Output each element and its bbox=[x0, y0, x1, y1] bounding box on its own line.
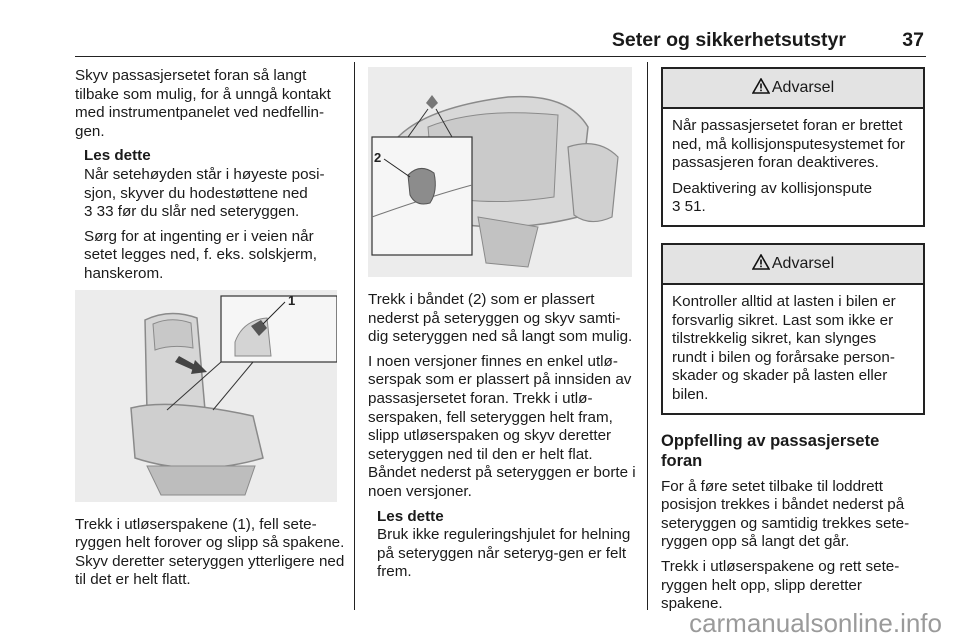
seatback-strap-illustration bbox=[368, 67, 632, 277]
warning-triangle-icon bbox=[752, 71, 770, 109]
column-divider-2 bbox=[647, 62, 648, 610]
note-heading-2: Les dette bbox=[377, 507, 444, 525]
warning-title-2: Advarsel bbox=[771, 254, 835, 272]
page-title: Seter og sikkerhetsutstyr bbox=[611, 29, 846, 51]
page-number: 37 bbox=[902, 29, 924, 51]
watermark: carmanualsonline.info bbox=[689, 608, 942, 638]
column-3 bbox=[661, 67, 925, 620]
single-lever-instructions: I noen versjoner finnes en enkel utlø-serspak som er plassert på innsiden av passasjersetet foran. Trekk i utlø-serspaken, fell seteryggen helt fram, slipp utløserspaken og skyv deretter seteryggen ned til den er helt flat. Båndet nederst på seteryggen er borte i noen versjoner. bbox=[368, 352, 636, 500]
warning-triangle-icon bbox=[752, 247, 770, 285]
warning-text-2: Kontroller alltid at lasten i bilen er forsvarlig sikret. Last som ikke er tilstrekkelig sikret, kan slynges rundt i bilen og forårsake person-skader og skader på lasten eller bilen. bbox=[672, 292, 896, 403]
seat-illustration bbox=[75, 290, 337, 502]
strap-instructions: Trekk i båndet (2) som er plassert nederst på seteryggen og skyv samti-dig seteryggen ned så langt som mulig. bbox=[368, 291, 633, 346]
note-text: Når setehøyden står i høyeste posi-sjon, skyver du hodestøttene ned bbox=[84, 165, 325, 202]
page-ref-51[interactable]: 3 51. bbox=[672, 198, 706, 216]
column-1 bbox=[75, 67, 347, 596]
column-2 bbox=[368, 67, 638, 588]
note-box bbox=[75, 147, 347, 283]
warning-body bbox=[663, 109, 923, 225]
header-rule bbox=[75, 56, 926, 57]
warning-deactivation-text: Deaktivering av kollisjonspute bbox=[672, 179, 873, 197]
page-header bbox=[75, 28, 926, 58]
intro-paragraph: Skyv passasjersetet foran så langt tilbake som mulig, for å unngå kontakt med instrumentpanelet ved nedfellin-gen. bbox=[75, 67, 331, 140]
warning-text: Når passasjersetet foran er brettet ned, må kollisjonsputesystemet for passasjeren foran deaktiveres. bbox=[672, 117, 905, 172]
warning-box-cargo bbox=[661, 243, 925, 415]
warning-body-2 bbox=[663, 285, 923, 413]
callout-1: 1 bbox=[288, 292, 296, 308]
warning-header-2 bbox=[663, 245, 923, 285]
warning-header bbox=[663, 69, 923, 109]
seat-release-lever-figure bbox=[75, 290, 337, 502]
column-divider-1 bbox=[354, 62, 355, 610]
note-text-2: Bruk ikke reguleringshjulet for helning på seteryggen når seteryg-gen er felt frem. bbox=[377, 526, 631, 581]
note-heading: Les dette bbox=[84, 147, 151, 165]
clearance-paragraph: Sørg for at ingenting er i veien når setet legges ned, f. eks. solskjerm, hanskerom. bbox=[84, 227, 317, 282]
seat-strap-figure bbox=[368, 67, 632, 277]
restore-paragraph: For å føre setet tilbake til loddrett posisjon trekkes i båndet nederst på seteryggen og samtidig trekkes sete-ryggen opp så langt det går. bbox=[661, 477, 910, 551]
page-ref[interactable]: 3 33 før du slår ned seteryggen. bbox=[84, 203, 300, 221]
callout-2: 2 bbox=[374, 150, 382, 165]
note-box-2 bbox=[368, 508, 638, 582]
release-instructions: Trekk i utløserspakene (1), fell sete-ryggen helt forover og slipp så spakene. Skyv deretter seteryggen ytterligere ned til det er helt flatt. bbox=[75, 515, 345, 589]
section-heading: Oppfelling av passasjersete foran bbox=[661, 431, 880, 470]
warning-box-airbag bbox=[661, 67, 925, 227]
release-upright-paragraph: Trekk i utløserspakene og rett sete-ryggen helt opp, slipp deretter spakene. bbox=[661, 557, 900, 613]
warning-title: Advarsel bbox=[771, 79, 835, 96]
